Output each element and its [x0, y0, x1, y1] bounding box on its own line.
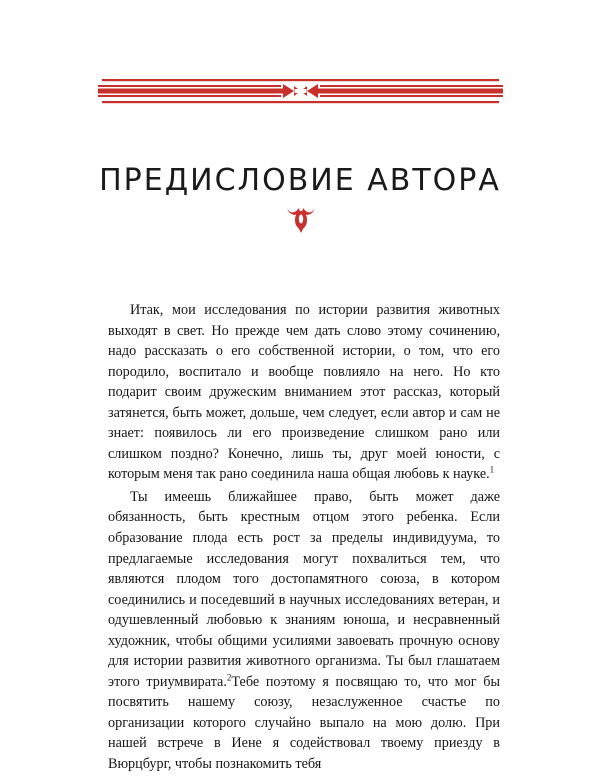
body-text [108, 300, 500, 775]
paragraph-1: Итак, мои исследования по истории развития животных выходят в свет. Но прежде чем дать слово этому сочинению, надо рассказать о его собственной истории, о том, что его породило, воспитало и вообще повлияло на него. Но кто подарит своим дружеским вниманием этот рассказ, который затянется, быть может, дольше, чем следует, если автор и сам не знает: появилось ли его произведение слишком рано или слишком поздно? Конечно, лишь ты, друг моей юности, с которым меня так рано соединила наша общая любовь к науке.$^1$ [108, 302, 500, 483]
footnote-marker[interactable]: 2 [226, 672, 232, 683]
paragraph-2: Ты имеешь ближайшее право, быть может даже обязанность, быть крестным отцом этого ребенка. Если образование плода есть рост за пределы индивидуума, то предлагаемые исследования могут похвалиться тем, что являются плодом того достопамятного союза, в котором соединились и поседевший в научных исследованиях ветеран, и одушевленный любовью к знаниям юноша, и несравненный художник, чтобы общими усилиями завоевать прочную основу для истории развития животного организма. Ты был глашатаем этого триумвирата.$^2$Тебе поэтому я посвящаю то, что мог бы посвятить нашему союзу, незаслуженное счастье по организации которого случайно выпало на мою долю. При нашей встрече в Иене я содействовал твоему приезду в Вюрцбург, чтобы познакомить тебя [108, 488, 500, 773]
page-title: ПРЕДИСЛОВИЕ АВТОРА [99, 163, 501, 199]
floral-icon [286, 206, 316, 234]
footnote-marker[interactable]: 1 [489, 464, 495, 475]
ornament-rule [98, 77, 503, 105]
